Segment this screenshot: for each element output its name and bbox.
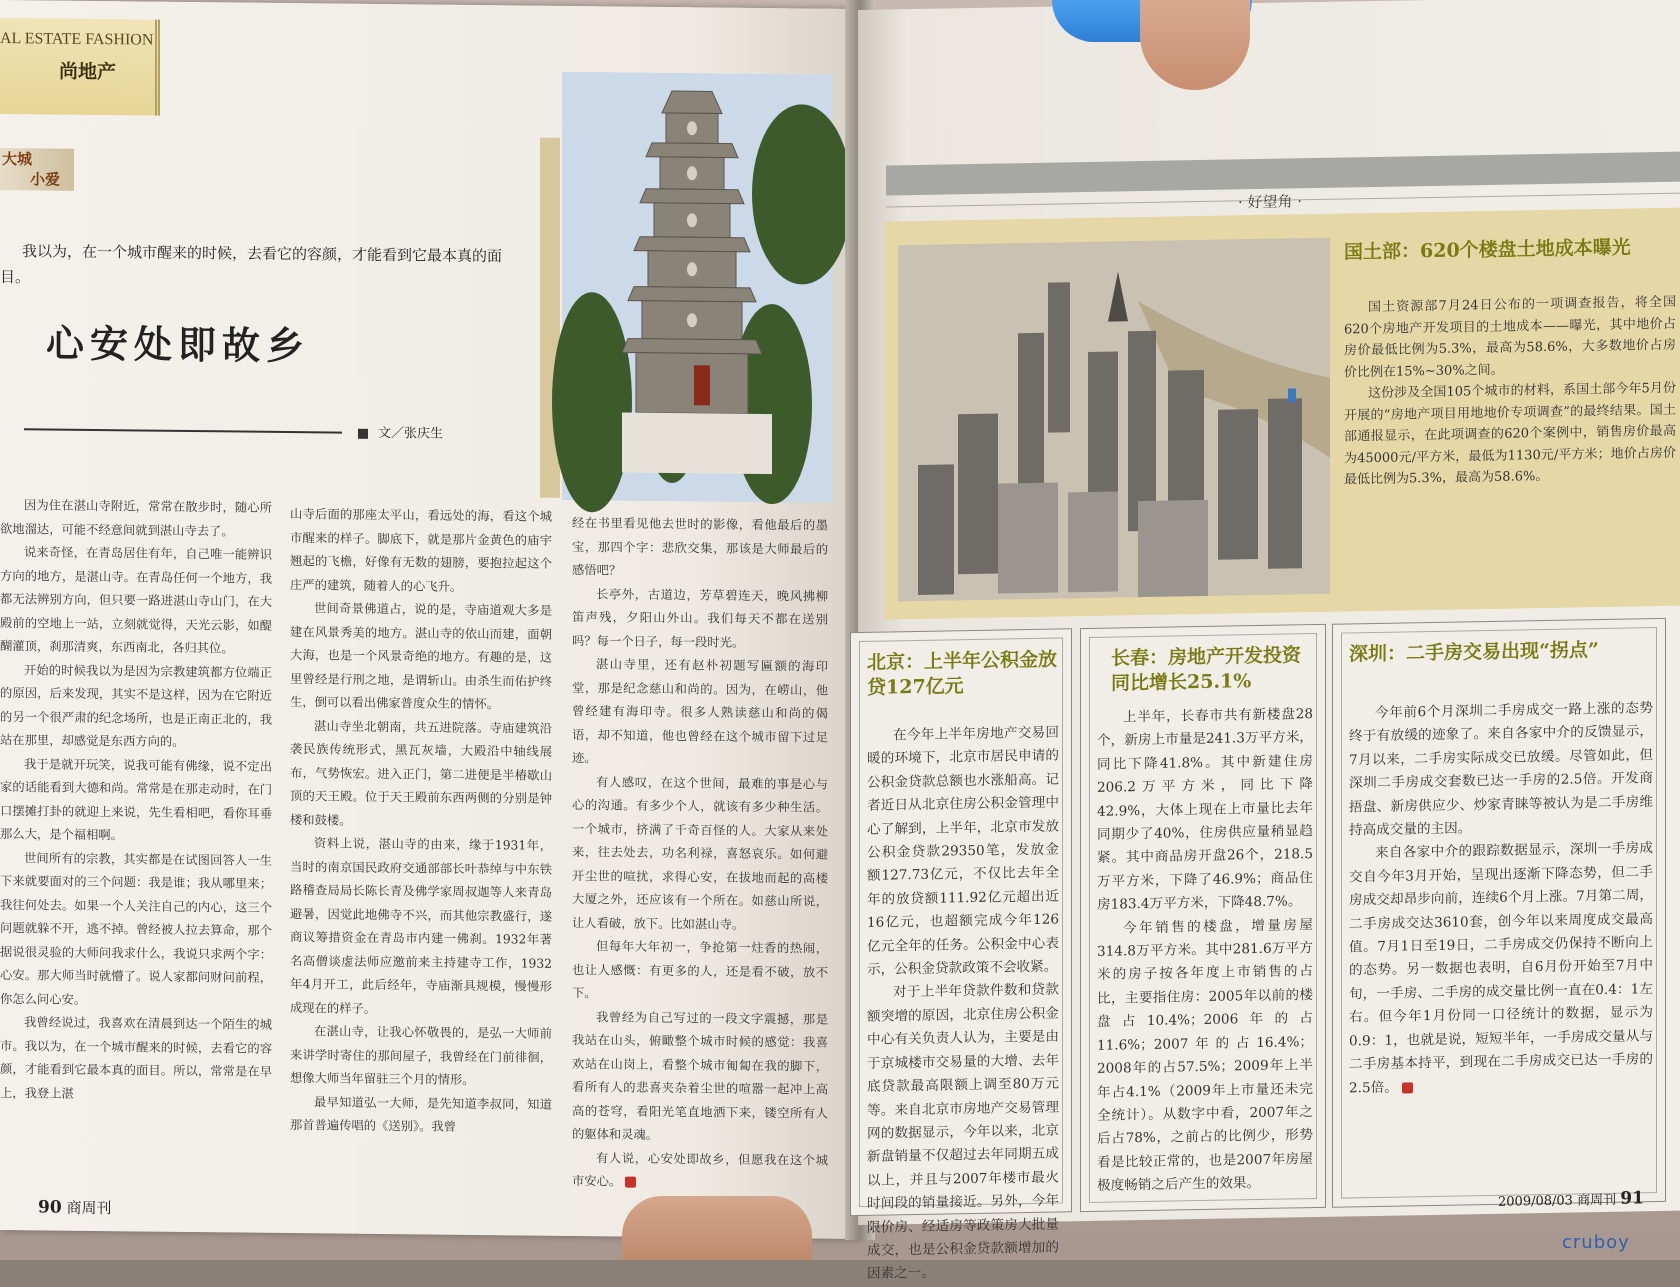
feature-title: 国土部：620个楼盘土地成本曝光: [1344, 236, 1631, 264]
news-title-beijing: 北京：上半年公积金放贷127亿元: [867, 648, 1058, 699]
news-box-beijing: [850, 628, 1072, 1283]
watermark-text: cruboy: [1562, 1232, 1630, 1253]
article-paragraph: 我于是就开玩笑，说我可能有佛缘，说不定出家的话能看到大德和尚。常常是在那走动时，在门口摆摊打卦的就迎上来说，先生看相吧，看你耳垂那么大，是个福相啊。: [0, 756, 272, 843]
cityscape-illustration: [898, 238, 1330, 602]
section-band: [886, 152, 1680, 196]
news-text-shenzhen: [1349, 697, 1653, 1100]
article-paragraph: 因为住在湛山寺附近，常常在散步时，随心所欲地溜达，可能不经意间就到湛山寺去了。: [0, 498, 272, 538]
news-box-shenzhen: [1332, 618, 1666, 1208]
article-paragraph: 我曾经说过，我喜欢在清晨到达一个陌生的城市。我以为，在一个城市醒来的时候，去看它的容颜，才能看到它最本真的面目。所以，常常是在早上，我登上湛: [0, 1015, 272, 1101]
article-paragraph: 说来奇怪，在青岛居住有年，自己唯一能辨识方向的地方，是湛山寺。在青岛任何一个地方，我都无法辨别方向，但只要一路进湛山寺山门，在大殿前的空地上一站，立刻就觉得，天光云影，如醍醐灌顶，刹那清爽，东西南北，各归其位。: [0, 545, 272, 656]
article-paragraph: [572, 1146, 828, 1196]
left-page: [0, 0, 860, 1239]
article-paragraph: 经在书里看见他去世时的影像，看他最后的墨宝，那四个字：悲欣交集，那该是大师最后的感悟吧？: [572, 515, 828, 578]
news-box-changchun: [1080, 624, 1326, 1212]
article-column-3: [572, 512, 828, 1196]
left-footer-magazine: 商周刊: [66, 1198, 112, 1218]
byline-text: 文／张庆生: [378, 425, 444, 442]
article-column-1: [0, 494, 272, 1108]
news-title-shenzhen: 深圳：二手房交易出现“拐点”: [1349, 639, 1599, 666]
article-paragraph: 世间奇景佛道占，说的是，寺庙道观大多是建在风景秀美的地方。湛山寺的依山而建，面朝大海，也是一个风景奇绝的地方。有趣的是，这里曾经是行刑之地，是谓斩山。由杀生而佑护终生，倒可以看出佛家普度众生的情怀。: [290, 601, 552, 712]
feature-paragraph: 这份涉及全国105个城市的材料，系国土部今年5月份开展的“房地产项目用地地价专项调查”的最终结果。国土部通报显示，在此项调查的620个案例中，销售房价最高为45000元/平方米，最低为1130元/平方米；地价占房价最低比例为5.3%，最高为58.6%。: [1344, 380, 1676, 488]
article-paragraph: 但每年大年初一，争抢第一炷香的热闹，也让人感慨：有更多的人，还是看不破，放不下。: [572, 939, 828, 1001]
right-footer-date: 2009/08/03: [1498, 1193, 1573, 1210]
news-paragraph: 今年销售的楼盘，增量房屋314.8万平方米。其中281.6万平方米的房子按各年度上市销售的占比，主要指住房：2005年以前的楼盘占10.4%；2006年的占11.6%；2007年的占16.4%；2008年的占57.5%；2009年上半年占4.1%（2009年上市量还未完全统计）。从数字中看，2007年之后占78%，之前占的比例少，形势看是比较正常的，也是2007年房屋极度畅销之后产生的效果。: [1097, 916, 1313, 1194]
article-paragraph: 在湛山寺，让我心怀敬畏的，是弘一大师前来讲学时寄住的那间屋子，我曾经在门前徘徊，想像大师当年留驻三个月的情形。: [290, 1024, 552, 1087]
article-byline: [358, 422, 443, 442]
article-paragraph: 湛山寺坐北朝南，共五进院落。寺庙建筑沿袭民族传统形式，黑瓦灰墙，大殿沿中轴线展布，气势恢宏。进入正门，第二进便是半椿歇山顶的天王殿。位于天王殿前东西两侧的分别是钟楼和鼓楼。: [290, 718, 552, 828]
feature-box: [884, 208, 1680, 620]
article-paragraph: 山寺后面的那座太平山，看远处的海，看这个城市醒来的样子。脚底下，就是那片金黄色的庙宇翘起的飞檐，好像有无数的翅膀，要抱拉起这个庄严的建筑，随着人的心飞升。: [290, 507, 552, 594]
end-mark-icon: [1402, 1082, 1413, 1093]
news-paragraph: 今年前6个月深圳二手房成交一路上涨的态势终于有放缓的迹象了。来自各家中介的反馈显示，7月以来，二手房实际成交已放缓。尽管如此，但深圳二手房成交套数已达一手房的2.5倍。开发商捂盘、新房供应少、炒家青睐等被认为是二手房维持高成交量的主因。: [1349, 700, 1653, 839]
article-paragraph: 资料上说，湛山寺的由来，缘于1931年，当时的南京国民政府交通部部长叶恭绰与中东铁路稽查局局长陈长青及佛学家周叔迦等人来青岛避暑，因觉此地佛寺不兴，而其他宗教盛行，遂商议筹措资金在青岛市内建一佛刹。1932年著名高僧谈虚法师应邀前来主持建寺工作，1932年4月开工，此后经年，寺庙渐具规模，慢慢形成现在的样子。: [290, 836, 552, 1016]
right-page-footer: [1498, 1188, 1644, 1211]
column-logo: [0, 148, 74, 191]
feature-paragraph: 国土资源部7月24日公布的一项调查报告，将全国620个房地产开发项目的土地成本——曝光，其中地价占房价最低比例为5.3%，最高为58.6%，大多数地价占房价比例在15%~30%之间。: [1344, 294, 1676, 381]
article-paragraph: 世间所有的宗教，其实都是在试图回答人一生下来就要面对的三个问题：我是谁；我从哪里来；我往何处去。如果一个人关注自己的内心，这三个问题就躲不开，逃不掉。曾经被人拉去算命，那个据说很灵验的大师问我求什么，我说只求两个字：心安。那大师当时就懵了。说人家都问财问前程，你怎么问心安。: [0, 850, 272, 1007]
byline-square-icon: [358, 428, 368, 438]
article-title: 心安处即故乡: [46, 320, 311, 369]
section-header-chinese: 尚地产: [58, 60, 116, 84]
news-paragraph: 在今年上半年房地产交易回暖的环境下，北京市居民申请的公积金贷款总额也水涨船高。记者近日从北京住房公积金管理中心了解到，上半年，北京市发放公积金贷款29350笔，发放金额127.73亿元，不仅比去年全年的放贷额111.92亿元超出近16亿元，也超额完成今年126亿元全年的任务。公积金中心表示，公积金贷款政策不会收紧。: [867, 724, 1059, 978]
news-paragraph: [1349, 838, 1653, 1101]
article-paragraph: 最早知道弘一大师，是先知道李叔同，知道那首普遍传唱的《送别》。我曾: [290, 1094, 552, 1134]
article-column-2: [290, 503, 552, 1140]
end-mark-icon: [625, 1177, 636, 1188]
thumb-bottom: [622, 1196, 812, 1260]
section-header-english: AL ESTATE FASHION: [0, 30, 154, 49]
section-band-label: · 好望角 ·: [1238, 192, 1303, 212]
title-rule: [24, 428, 342, 433]
feature-text: [1344, 292, 1676, 491]
column-logo-text-2: 小爱: [30, 170, 61, 189]
article-closing-text: 有人说，心安处即故乡，但愿我在这个城市安心。: [572, 1150, 828, 1189]
right-page-number: 91: [1620, 1188, 1644, 1209]
news-text-beijing: [867, 721, 1059, 1286]
column-logo-text-1: 大城: [2, 150, 33, 169]
article-paragraph: 长亭外，古道边，芳草碧连天，晚风拂柳笛声残，夕阳山外山。我们每天不都在送别吗？每一个日子，每一段时光。: [572, 586, 828, 650]
news-title-changchun: 长春：房地产开发投资同比增长25.1%: [1111, 644, 1302, 695]
left-page-number: 90: [38, 1197, 62, 1218]
pagoda-illustration: [562, 72, 832, 503]
left-page-footer: [38, 1196, 111, 1218]
article-paragraph: 有人感叹，在这个世间，最难的事是心与心的沟通。有多少个人，就该有多少种生活。一个城市，挤满了千奇百怪的人。大家从来处来，往去处去，功名利禄，喜怒哀乐。如何避开尘世的喧扰，求得心安，在拔地而起的高楼大厦之外，还应该有一个所在。如慈山所说，让人看破，放下。比如湛山寺。: [572, 774, 828, 932]
news-paragraph: 上半年，长春市共有新楼盘28个，新房上市量是241.3万平方米，同比下降41.8%。其中新建住房206.2万平方米，同比下降42.9%，大体上现在上市量比去年同期少了40%，住房供应量稍显趋紧。其中商品房开盘26个，218.5万平方米，下降了46.9%；商品住房183.4万平方米，下降48.7%。: [1097, 706, 1313, 914]
news-paragraph: 对于上半年贷款件数和贷款额突增的原因，北京住房公积金中心有关负责人认为，主要是由于京城楼市交易量的大增、去年底贷款最高限额上调至80万元等。来自北京市房地产交易管理网的数据显示，今年以来，北京新盘销量不仅超过去年同期五成以上，并且与2007年楼市最火时间段的销量接近。另外，今年限价房、经适房等政策房大批量成交，也是公积金贷款额增加的因素之一。: [867, 981, 1059, 1283]
article-intro: 我以为，在一个城市醒来的时候，去看它的容颜，才能看到它最本真的面目。: [0, 242, 503, 287]
news-text-changchun: [1097, 703, 1313, 1198]
article-paragraph: 湛山寺里，还有赵朴初题写匾额的海印堂，那是纪念慈山和尚的。因为，在崂山，他曾经建有海印寺。很多人熟读慈山和尚的偈语，却不知道，他也曾经在这个城市留下过足迹。: [572, 657, 828, 766]
pagoda-photo: [562, 72, 832, 503]
section-header-tab: [0, 18, 160, 116]
article-paragraph: 我曾经为自己写过的一段文字震撼，那是我站在山头，俯瞰整个城市时候的感觉：我喜欢站在山岗上，看整个城市匍匐在我的脚下，看所有人的悲喜夹杂着尘世的喧嚣一起冲上高高的苍穹，看阳光笔直地洒下来，镂空所有人的躯体和灵魂。: [572, 1009, 828, 1142]
article-paragraph: 开始的时候我以为是因为宗教建筑都方位端正的原因，后来发现，其实不是这样，因为在它附近的另一个很严肃的纪念场所，也是正南正北的，我站在那里，却感觉是东西方向的。: [0, 662, 272, 749]
right-footer-magazine: 商周刊: [1577, 1192, 1617, 1209]
city-aerial-photo: [898, 238, 1330, 602]
news-closing-text: 来自各家中介的跟踪数据显示，深圳一手房成交自今年3月开始，呈现出逐渐下降态势，但二手房成交却昂步向前，连续6个月上涨。7月第二周，二手房成交达3610套，创今年以来周度成交最高值。7月1日至19日，二手房成交仍保持不断向上的态势。另一数据也表明，自6月份开始至7月中旬，一手房、二手房的成交量比例一直在0.4：1左右。但今年1月份同一口径统计的数据，显示为0.9：1，也就是说，短短半年，一手房成交量从与二手房基本持平，到现在二手房成交已达一手房的2.5倍。: [1349, 840, 1653, 1096]
